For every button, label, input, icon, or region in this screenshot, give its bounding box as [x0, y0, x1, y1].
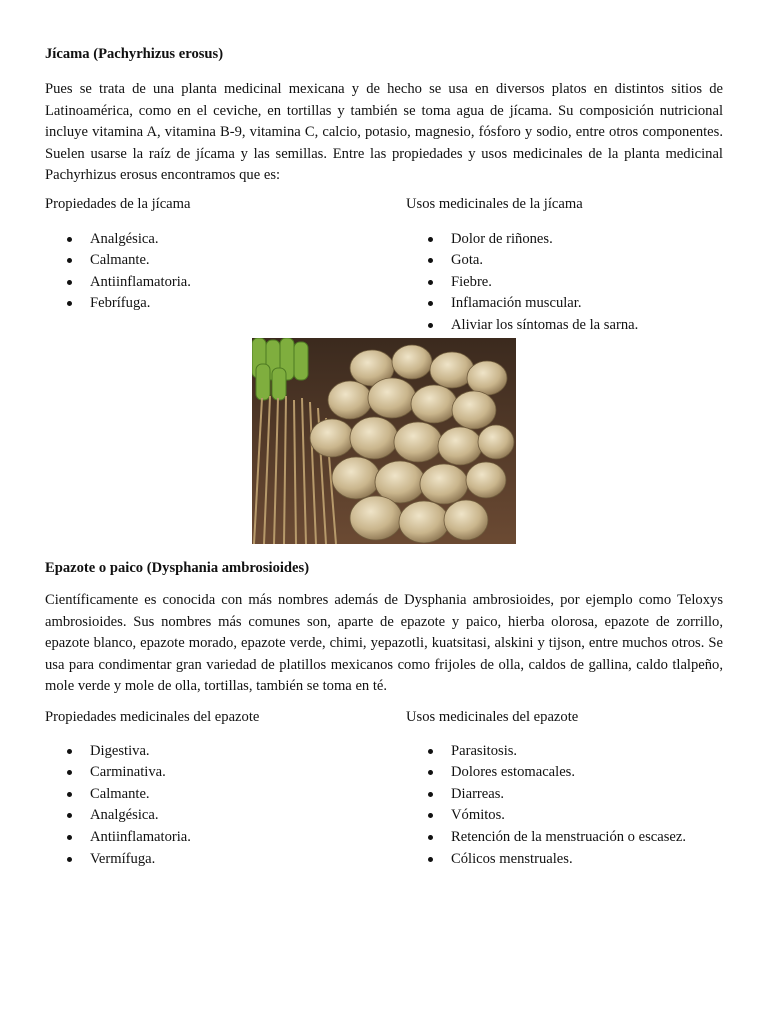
list-item: Antiinflamatoria. [45, 272, 385, 294]
list-item: Cólicos menstruales. [406, 849, 723, 871]
list-item: Analgésica. [45, 805, 385, 827]
list-item: Analgésica. [45, 229, 385, 251]
paragraph-jicama: Pues se trata de una planta medicinal mexicana y de hecho se usa en diversos platos en distintos sitios de Latinoamérica, como en el ceviche, en tortillas y también se toma agua de jícama. Su composición nutricional incluye vitamina A, vitamina B-9, vitamina C, calcio, potasio, magnesio, fósforo y sodio, entre otros componentes. Suelen usarse la raíz de jícama y las semillas. Entre las propiedades y usos medicinales de la planta medicinal Pachyrhizus erosus encontramos que es: [45, 81, 723, 184]
list-item: Parasitosis. [406, 741, 723, 763]
bullet-list [45, 741, 385, 871]
bullet-list [406, 229, 723, 337]
column-title: Usos medicinales de la jícama [406, 196, 583, 212]
section-heading-jicama: Jícama (Pachyrhizus erosus) [45, 46, 224, 62]
uses-column-jicama [406, 194, 723, 337]
properties-column-jicama [45, 194, 385, 315]
paragraph-epazote: Científicamente es conocida con más nombres además de Dysphania ambrosioides, por ejemplo como Teloxys ambrosioides. Sus nombres más comunes son, aparte de epazote y paico, hierba olorosa, epazote de zorrillo, epazote blanco, epazote morado, epazote verde, chimi, yepazotli, kuatsitasi, alskini y tijson, entre muchos otros. Se usa para condimentar gran variedad de platillos mexicanos como frijoles de olla, caldos de gallina, caldo tlalpeño, mole verde y mole de olla, tortillas, también se toma en té. [45, 592, 723, 695]
list-item: Vómitos. [406, 805, 723, 827]
list-item: Retención de la menstruación o escasez. [406, 827, 723, 849]
list-item: Febrífuga. [45, 293, 385, 315]
list-item: Calmante. [45, 250, 385, 272]
list-item: Diarreas. [406, 784, 723, 806]
jicama-photo [252, 338, 516, 544]
list-item: Dolores estomacales. [406, 762, 723, 784]
list-item: Antiinflamatoria. [45, 827, 385, 849]
bullet-list [406, 741, 723, 871]
list-item: Dolor de riñones. [406, 229, 723, 251]
list-item: Fiebre. [406, 272, 723, 294]
jicama-photo-illustration [252, 338, 516, 544]
section-heading-epazote: Epazote o paico (Dysphania ambrosioides) [45, 560, 310, 576]
list-item: Gota. [406, 250, 723, 272]
list-item: Digestiva. [45, 741, 385, 763]
uses-column-epazote [406, 707, 723, 870]
column-title: Usos medicinales del epazote [406, 709, 579, 725]
properties-column-epazote [45, 707, 385, 870]
list-item: Aliviar los síntomas de la sarna. [406, 315, 723, 337]
list-item: Calmante. [45, 784, 385, 806]
list-item: Inflamación muscular. [406, 293, 723, 315]
list-item: Vermífuga. [45, 849, 385, 871]
column-title: Propiedades medicinales del epazote [45, 709, 260, 725]
column-title: Propiedades de la jícama [45, 196, 191, 212]
bullet-list [45, 229, 385, 315]
list-item: Carminativa. [45, 762, 385, 784]
